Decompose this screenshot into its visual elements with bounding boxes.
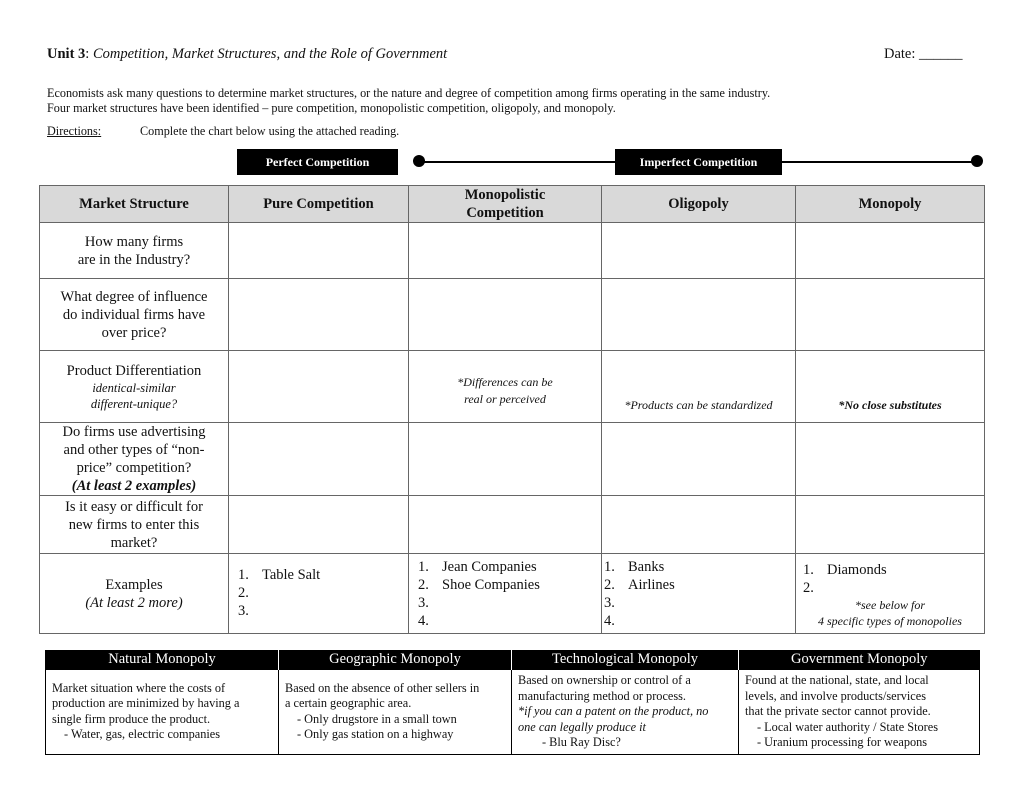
example-item — [409, 594, 601, 612]
answer-cell-pure-firms[interactable] — [229, 223, 409, 279]
example-item — [409, 558, 601, 576]
example-number: 1. — [238, 567, 249, 583]
example-number: 4. — [418, 613, 429, 629]
example-text: Table Salt — [262, 567, 321, 583]
description-line: Based on the absence of other sellers in — [285, 680, 480, 695]
answer-cell-monopoly-advertising[interactable] — [796, 423, 985, 496]
answer-cell-pure-differentiation[interactable] — [229, 351, 409, 423]
example-item — [229, 602, 408, 620]
row-label-line: Product Differentiation — [66, 362, 202, 379]
example-bullet: - Local water authority / State Stores — [757, 719, 938, 734]
row-label-line: over price? — [101, 324, 167, 341]
row-examples — [40, 554, 985, 634]
technological-monopoly-description — [512, 670, 739, 755]
answer-cell-oligopoly-entry[interactable] — [602, 496, 796, 554]
example-number: 1. — [803, 562, 814, 578]
examples-cell-oligopoly[interactable] — [602, 554, 796, 634]
spectrum-line-left — [419, 161, 615, 163]
differentiation-note-bold: *No close substitutes — [838, 398, 942, 412]
monopoly-footnote — [796, 597, 984, 629]
example-item — [796, 579, 984, 597]
answer-cell-monopolistic-advertising[interactable] — [409, 423, 602, 496]
row-firms — [40, 223, 985, 279]
description-line: single firm produce the product. — [52, 711, 211, 726]
description-line: a certain geographic area. — [285, 696, 412, 711]
directions-label — [47, 124, 101, 139]
row-label-line: How many firms — [84, 233, 184, 250]
answer-cell-monopolistic-differentiation[interactable] — [409, 351, 602, 423]
example-bullet: - Only gas station on a highway — [297, 727, 454, 742]
monopoly-footnote-line: 4 specific types of monopolies — [818, 614, 962, 628]
description-line: levels, and involve products/services — [745, 688, 926, 703]
example-item — [602, 612, 795, 630]
answer-cell-oligopoly-firms[interactable] — [602, 223, 796, 279]
row-label-line: What degree of influence — [60, 288, 208, 305]
spectrum-line-right — [782, 161, 976, 163]
example-item — [409, 612, 601, 630]
examples-cell-monopolistic[interactable] — [409, 554, 602, 634]
answer-cell-pure-influence[interactable] — [229, 279, 409, 351]
example-item — [602, 576, 795, 594]
row-entry — [40, 496, 985, 554]
description-line: production are minimized by having a — [52, 696, 240, 711]
row-label-line: are in the Industry? — [77, 251, 191, 268]
unit-label: Unit 3 — [47, 46, 86, 62]
example-number: 4. — [604, 613, 615, 629]
description-line: Found at the national, state, and local — [745, 673, 929, 687]
example-number: 2. — [418, 577, 429, 593]
date-field[interactable]: Date: ______ — [884, 46, 963, 62]
example-text: Jean Companies — [442, 559, 537, 575]
geographic-monopoly-description — [279, 670, 512, 755]
examples-list-oligopoly — [602, 558, 795, 630]
differentiation-note — [796, 397, 984, 414]
directions-text: Complete the chart below using the attached reading. — [140, 124, 400, 138]
unit-separator: : — [85, 46, 90, 62]
example-text: Airlines — [628, 577, 675, 593]
row-label-sub: identical-similar — [92, 380, 176, 395]
answer-cell-monopoly-firms[interactable] — [796, 223, 985, 279]
example-number: 2. — [604, 577, 615, 593]
answer-cell-monopoly-influence[interactable] — [796, 279, 985, 351]
directions-label-text: Directions — [47, 124, 98, 138]
row-label-influence — [40, 279, 229, 351]
example-number: 3. — [238, 603, 249, 619]
example-item — [796, 561, 984, 579]
example-item — [602, 558, 795, 576]
header-technological-monopoly: Technological Monopoly — [512, 650, 739, 670]
header-government-monopoly: Government Monopoly — [739, 650, 980, 670]
row-influence — [40, 279, 985, 351]
row-label-sub: different-unique? — [90, 396, 178, 411]
answer-cell-monopolistic-influence[interactable] — [409, 279, 602, 351]
description-line: *if you can a patent on the product, no — [518, 704, 709, 718]
row-label-entry — [40, 496, 229, 554]
row-label-examples — [40, 554, 229, 634]
answer-cell-monopolistic-firms[interactable] — [409, 223, 602, 279]
row-advertising — [40, 423, 985, 496]
row-label-line: market? — [110, 534, 158, 551]
example-item — [229, 584, 408, 602]
example-number: 1. — [604, 559, 615, 575]
monopoly-types-table — [45, 650, 980, 755]
example-number: 3. — [418, 595, 429, 611]
description-line: that the private sector cannot provide. — [745, 704, 931, 718]
example-number: 3. — [604, 595, 615, 611]
row-label-advertising — [40, 423, 229, 496]
header-row — [40, 186, 985, 223]
example-text: Banks — [628, 559, 665, 575]
examples-cell-monopoly[interactable] — [796, 554, 985, 634]
monopoly-types-header-row — [46, 650, 980, 670]
row-label-line: Is it easy or difficult for — [65, 498, 203, 515]
example-item — [229, 566, 408, 584]
example-number: 2. — [238, 585, 249, 601]
answer-cell-oligopoly-influence[interactable] — [602, 279, 796, 351]
row-label-differentiation — [40, 351, 229, 423]
example-item — [602, 594, 795, 612]
example-bullet: - Uranium processing for weapons — [757, 735, 928, 749]
description-line: one can legally produce it — [518, 719, 646, 734]
row-label-line: do individual firms have — [62, 306, 206, 323]
description-line: Based on ownership or control of a — [518, 673, 691, 687]
intro-line-2: Four market structures have been identified – pure competition, monopolistic competition, oligopoly, and monopoly. — [47, 101, 616, 115]
monopoly-types-body-row — [46, 670, 980, 755]
header-oligopoly: Oligopoly — [602, 186, 796, 223]
row-label-line: and other types of “non- — [63, 442, 205, 458]
example-bullet: - Blu Ray Disc? — [542, 735, 621, 749]
row-differentiation — [40, 351, 985, 423]
description-line: Market situation where the costs of — [52, 680, 226, 695]
differentiation-note: real or perceived — [464, 392, 546, 406]
header-monopolistic-text: Monopolistic Competition — [464, 187, 546, 221]
row-label-sub: (At least 2 more) — [85, 594, 183, 611]
answer-cell-monopoly-differentiation[interactable] — [796, 351, 985, 423]
intro-line-1: Economists ask many questions to determine market structures, or the nature and degree of competition among firms operating in the same industry. — [47, 86, 771, 100]
example-number: 1. — [418, 559, 429, 575]
header-pure-competition: Pure Competition — [229, 186, 409, 223]
row-label-line: Examples — [105, 576, 163, 593]
differentiation-note: *Differences can be — [457, 375, 553, 389]
spectrum-end-dot — [971, 155, 983, 167]
imperfect-competition-label: Imperfect Competition — [615, 149, 782, 175]
directions-label-suffix: : — [97, 124, 102, 138]
example-bullet: - Only drugstore in a small town — [297, 711, 457, 726]
examples-cell-pure[interactable] — [229, 554, 409, 634]
market-structure-chart — [39, 185, 985, 634]
example-text: Shoe Companies — [442, 577, 540, 593]
row-label-line: price” competition? — [76, 460, 192, 476]
perfect-competition-label: Perfect Competition — [237, 149, 398, 175]
answer-cell-pure-advertising[interactable] — [229, 423, 409, 496]
answer-cell-pure-entry[interactable] — [229, 496, 409, 554]
example-bullet: - Water, gas, electric companies — [64, 727, 221, 742]
unit-title: Competition, Market Structures, and the Role of Government — [92, 46, 448, 62]
header-monopoly: Monopoly — [796, 186, 985, 223]
row-label-line: new firms to enter this — [68, 516, 200, 533]
header-natural-monopoly: Natural Monopoly — [46, 650, 279, 670]
answer-cell-monopolistic-entry[interactable] — [409, 496, 602, 554]
answer-cell-monopoly-entry[interactable] — [796, 496, 985, 554]
header-market-structure: Market Structure — [40, 186, 229, 223]
examples-list-pure — [229, 566, 408, 620]
description-line: manufacturing method or process. — [518, 688, 687, 703]
examples-list-monopoly — [796, 561, 984, 597]
example-number: 2. — [803, 580, 814, 596]
answer-cell-oligopoly-advertising[interactable] — [602, 423, 796, 496]
header-geographic-monopoly: Geographic Monopoly — [279, 650, 512, 670]
header-monopolistic-competition — [409, 186, 602, 223]
examples-list-monopolistic — [409, 558, 601, 630]
row-label-firms — [40, 223, 229, 279]
example-text: Diamonds — [827, 562, 887, 578]
example-item — [409, 576, 601, 594]
government-monopoly-description — [739, 670, 980, 755]
monopoly-footnote-line: *see below for — [855, 598, 925, 612]
differentiation-note: *Products can be standardized — [624, 398, 773, 412]
answer-cell-oligopoly-differentiation[interactable] — [602, 351, 796, 423]
natural-monopoly-description — [46, 670, 279, 755]
worksheet-title — [47, 46, 447, 63]
row-label-line: Do firms use advertising — [62, 424, 206, 440]
row-label-emphasis: (At least 2 examples) — [71, 478, 197, 494]
